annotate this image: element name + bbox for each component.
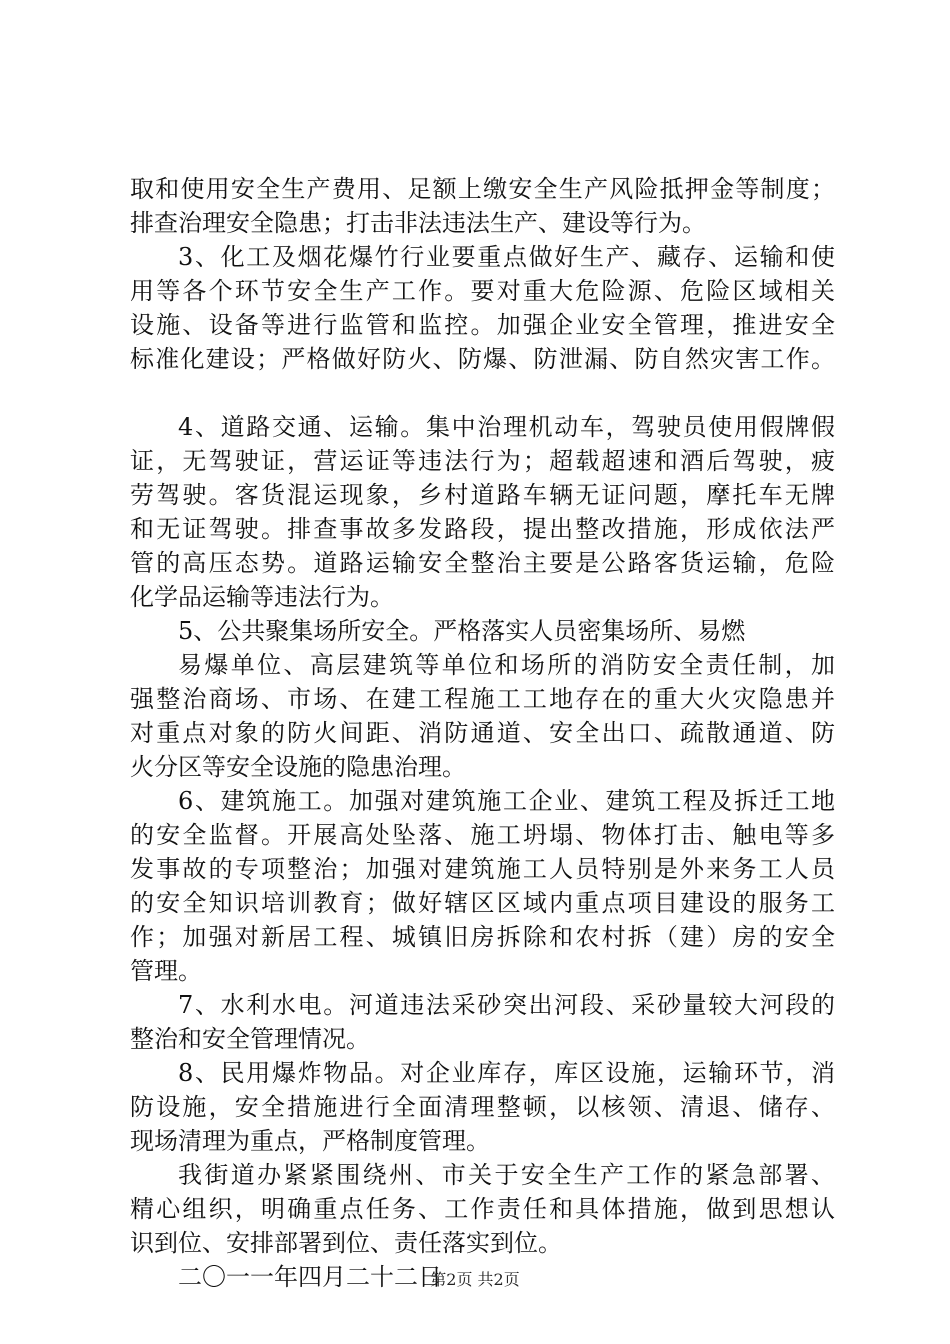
text-line: 取和使用安全生产费用、足额上缴安全生产风险抵押金等制度；: [130, 175, 835, 203]
text-line: 易爆单位、高层建筑等单位和场所的消防安全责任制，加: [178, 651, 835, 679]
text-line: 8、民用爆炸物品。对企业库存，库区设施，运输环节，消: [178, 1059, 835, 1087]
text-line: 用等各个环节安全生产工作。要对重大危险源、危险区域相关: [130, 277, 835, 305]
text-line: 化学品运输等违法行为。: [130, 583, 394, 611]
text-line: 设施、设备等进行监管和监控。加强企业安全管理，推进安全: [130, 311, 835, 339]
text-line: 火分区等安全设施的隐患治理。: [130, 753, 466, 781]
text-line: 强整治商场、市场、在建工程施工工地存在的重大火灾隐患并: [130, 685, 835, 713]
text-line: 识到位、安排部署到位、责任落实到位。: [130, 1229, 562, 1257]
text-line: 标准化建设；严格做好防火、防爆、防泄漏、防自然灾害工作。: [130, 345, 835, 373]
text-line: 作；加强对新居工程、城镇旧房拆除和农村拆（建）房的安全: [130, 923, 835, 951]
text-line: 4、道路交通、运输。集中治理机动车，驾驶员使用假牌假: [178, 413, 835, 441]
text-line: 整治和安全管理情况。: [130, 1025, 370, 1053]
text-line: 现场清理为重点，严格制度管理。: [130, 1127, 490, 1155]
text-line: 二〇一一年四月二十二日: [178, 1263, 442, 1291]
text-line: 和无证驾驶。排查事故多发路段，提出整改措施，形成依法严: [130, 515, 835, 543]
text-line: 我街道办紧紧围绕州、市关于安全生产工作的紧急部署、: [178, 1161, 835, 1189]
text-line: 劳驾驶。客货混运现象，乡村道路车辆无证问题，摩托车无牌: [130, 481, 835, 509]
text-line: 的安全知识培训教育；做好辖区区域内重点项目建设的服务工: [130, 889, 835, 917]
text-line: 3、化工及烟花爆竹行业要重点做好生产、藏存、运输和使: [178, 243, 835, 271]
document-body: [130, 172, 835, 1294]
text-line: 发事故的专项整治；加强对建筑施工人员特别是外来务工人员: [130, 855, 835, 883]
text-line: 对重点对象的防火间距、消防通道、安全出口、疏散通道、防: [130, 719, 835, 747]
text-line: 的安全监督。开展高处坠落、施工坍塌、物体打击、触电等多: [130, 821, 835, 849]
blank-line: [130, 376, 835, 410]
text-line: 证，无驾驶证，营运证等违法行为；超载超速和酒后驾驶，疲: [130, 447, 835, 475]
text-line: 防设施，安全措施进行全面清理整顿，以核领、清退、储存、: [130, 1093, 835, 1121]
text-line: 6、建筑施工。加强对建筑施工企业、建筑工程及拆迁工地: [178, 787, 835, 815]
text-line: 管理。: [130, 957, 202, 985]
text-line: 精心组织，明确重点任务、工作责任和具体措施，做到思想认: [130, 1195, 835, 1223]
text-line: 5、公共聚集场所安全。严格落实人员密集场所、易燃: [178, 617, 746, 645]
text-line: 7、水利水电。河道违法采砂突出河段、采砂量较大河段的: [178, 991, 835, 1019]
text-line: 管的高压态势。道路运输安全整治主要是公路客货运输，危险: [130, 549, 835, 577]
page-footer: 第2页 共2页: [430, 1270, 520, 1289]
text-line: 排查治理安全隐患；打击非法违法生产、建设等行为。: [130, 209, 706, 237]
